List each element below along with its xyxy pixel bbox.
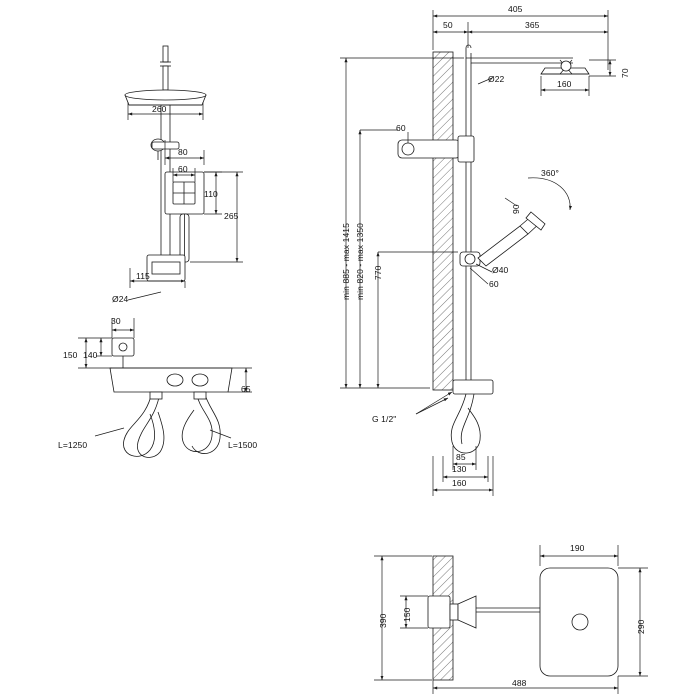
front-view-dimensions bbox=[78, 102, 252, 392]
dim-label-160-top: 160 bbox=[557, 79, 572, 89]
dim-label-d24: Ø24 bbox=[112, 294, 129, 304]
dim-label-150-plan: 150 bbox=[402, 607, 412, 622]
dim-label-115: 115 bbox=[136, 271, 150, 281]
dim-label-85: 85 bbox=[456, 452, 466, 462]
dim-label-d22: Ø22 bbox=[488, 74, 505, 84]
dim-label-d40: Ø40 bbox=[492, 265, 509, 275]
dim-label-d60-mixer: 60 bbox=[396, 123, 406, 133]
dim-label-50: 50 bbox=[443, 20, 453, 30]
dim-label-80: 80 bbox=[178, 147, 188, 157]
dim-label-65: 65 bbox=[241, 384, 251, 394]
label-thread-g12: G 1/2" bbox=[372, 414, 397, 424]
label-hose-left: L=1250 bbox=[58, 440, 88, 450]
dim-label-150: 150 bbox=[63, 350, 78, 360]
dim-label-range-820: min 820 - max 1350 bbox=[355, 223, 365, 300]
dim-label-30: 30 bbox=[111, 316, 121, 326]
dim-label-60-handset: 60 bbox=[489, 279, 499, 289]
dim-label-290: 290 bbox=[636, 619, 646, 634]
dim-label-405: 405 bbox=[508, 4, 523, 14]
label-hose-right: L=1500 bbox=[228, 440, 258, 450]
dim-label-265: 265 bbox=[224, 211, 239, 221]
dim-label-390: 390 bbox=[378, 613, 388, 628]
dim-label-140: 140 bbox=[83, 350, 98, 360]
dim-label-365: 365 bbox=[525, 20, 540, 30]
dim-label-360: 360° bbox=[541, 168, 559, 178]
dim-label-90: 90 bbox=[511, 204, 521, 214]
dim-label-190: 190 bbox=[570, 543, 585, 553]
dim-label-770: 770 bbox=[373, 265, 383, 280]
dim-label-260: 260 bbox=[152, 104, 167, 114]
plan-view-geometry bbox=[428, 556, 618, 680]
dim-label-60: 60 bbox=[178, 164, 188, 174]
dim-label-130: 130 bbox=[452, 464, 467, 474]
dim-label-70: 70 bbox=[620, 68, 630, 78]
dim-label-488: 488 bbox=[512, 678, 527, 688]
dim-label-160-bottom: 160 bbox=[452, 478, 467, 488]
dim-label-range-885: min 885 - max 1415 bbox=[341, 223, 351, 300]
side-view-geometry bbox=[398, 45, 589, 453]
dim-label-110: 110 bbox=[204, 189, 218, 199]
